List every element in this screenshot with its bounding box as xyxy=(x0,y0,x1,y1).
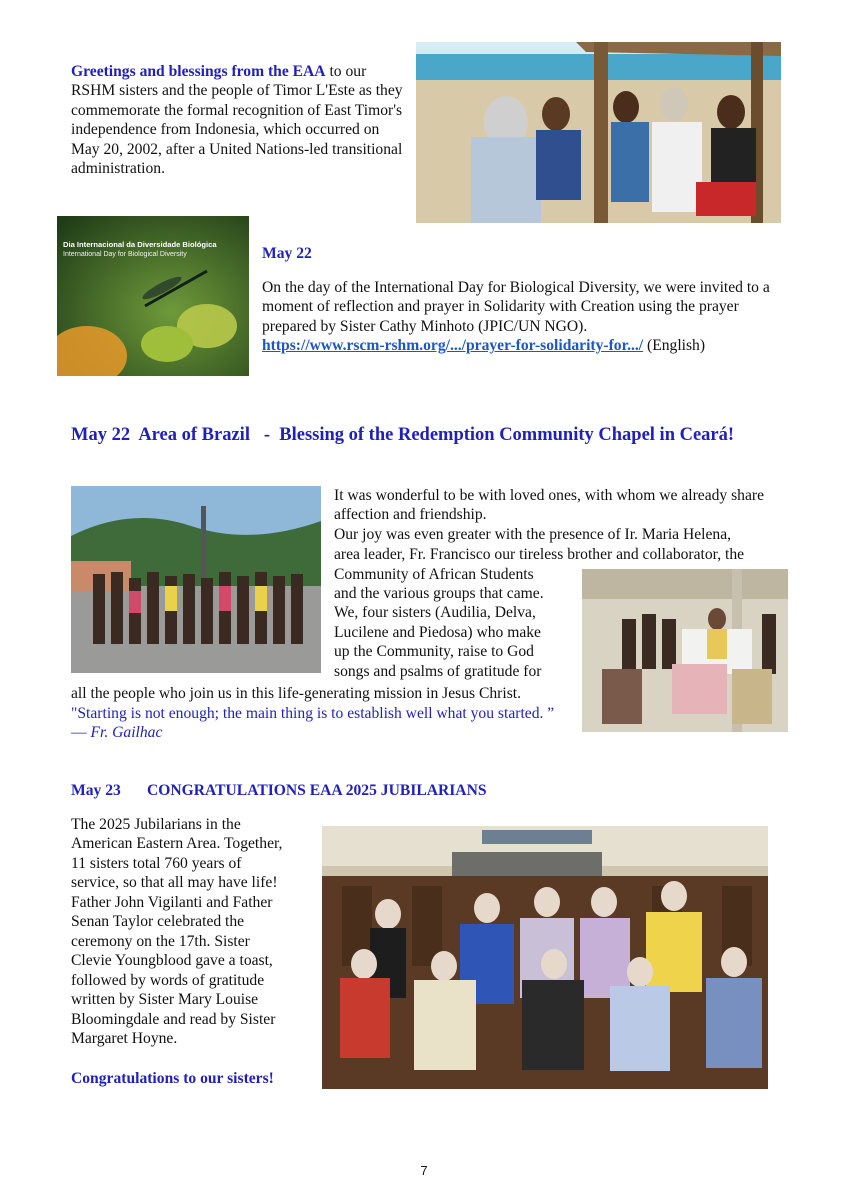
jubilarians-line-10: written by Sister Mary Louise xyxy=(71,991,259,1008)
brazil-p1: It was wonderful to be with loved ones, with whom we already share affection and friendship. xyxy=(334,487,765,524)
biodiversity-date: May 22 xyxy=(262,245,312,262)
intro-rest: to our RSHM sisters and the people of Timor L'Este as they commemorate the formal recognition of East Timor's independence from Indonesia, which occurred on May 20, 2002, after a United Nations-led transitional administration. xyxy=(71,63,403,178)
brazil-line-2: area leader, Fr. Francisco our tireless brother and collaborator, the xyxy=(334,546,745,563)
page-number: 7 xyxy=(420,1163,428,1178)
brazil-line-1: Our joy was even greater with the presence of Ir. Maria Helena, xyxy=(334,526,732,543)
jubilarians-line-6: Senan Taylor celebrated the xyxy=(71,913,245,930)
brazil-line-5: We, four sisters (Audilia, Delva, xyxy=(334,604,536,621)
quote-author: Fr. Gailhac xyxy=(90,724,163,742)
brazil-group-photo xyxy=(71,486,321,673)
brazil-line-6: Lucilene and Piedosa) who make xyxy=(334,624,541,641)
brazil-line-8: songs and psalms of gratitude for xyxy=(334,663,542,680)
prayer-link-suffix: (English) xyxy=(643,337,706,355)
brazil-line-4: and the various groups that came. xyxy=(334,585,544,602)
jubilarians-photo xyxy=(322,826,768,1089)
jubilarians-line-1: The 2025 Jubilarians in the xyxy=(71,816,241,833)
jubilarians-line-7: ceremony on the 17th. Sister xyxy=(71,933,250,950)
intro-paragraph xyxy=(71,62,407,178)
jubilarians-line-5: Father John Vigilanti and Father xyxy=(71,894,273,911)
biodiversity-image-title-pt: Dia Internacional da Diversidade Biológica xyxy=(63,240,217,249)
biodiversity-image-title-en: International Day for Biological Diversity xyxy=(63,251,187,258)
jubilarians-line-12: Margaret Hoyne. xyxy=(71,1030,178,1047)
brazil-line-7: up the Community, raise to God xyxy=(334,643,534,660)
prayer-link[interactable]: https://www.rscm-rshm.org/.../prayer-for-solidarity-for.../ xyxy=(262,337,644,355)
jubilarians-line-2: American Eastern Area. Together, xyxy=(71,835,283,852)
timor-photo xyxy=(416,42,781,223)
quote-text: "Starting is not enough; the main thing is to establish well what you started. ” — xyxy=(71,705,555,742)
chapel-photo xyxy=(582,569,788,732)
jubilarians-line-11: Bloomingdale and read by Sister xyxy=(71,1011,276,1028)
biodiversity-body: On the day of the International Day for Biological Diversity, we were invited to a moment of reflection and prayer in Solidarity with Creation using the prayer prepared by Sister Cathy Minhoto (JPIC/UN NGO). xyxy=(262,279,770,335)
jubilarians-date: May 23 xyxy=(71,782,121,799)
jubilarians-line-8: Clevie Youngblood gave a toast, xyxy=(71,952,273,969)
jubilarians-line-9: followed by words of gratitude xyxy=(71,972,265,989)
biodiversity-image xyxy=(57,216,249,376)
brazil-line-3: Community of African Students xyxy=(334,566,534,583)
brazil-quote xyxy=(71,704,571,743)
biodiversity-paragraph xyxy=(262,278,782,356)
jubilarians-line-3: 11 sisters total 760 years of xyxy=(71,855,242,872)
jubilarians-heading: CONGRATULATIONS EAA 2025 JUBILARIANS xyxy=(147,782,487,799)
jubilarians-line-4: service, so that all may have life! xyxy=(71,874,278,891)
intro-lead: Greetings and blessings from the EAA xyxy=(71,63,326,80)
jubilarians-closing: Congratulations to our sisters! xyxy=(71,1070,274,1087)
brazil-heading: May 22 Area of Brazil - Blessing of the Redemption Community Chapel in Ceará! xyxy=(71,425,735,445)
brazil-line-9: all the people who join us in this life-generating mission in Jesus Christ. xyxy=(71,685,522,702)
